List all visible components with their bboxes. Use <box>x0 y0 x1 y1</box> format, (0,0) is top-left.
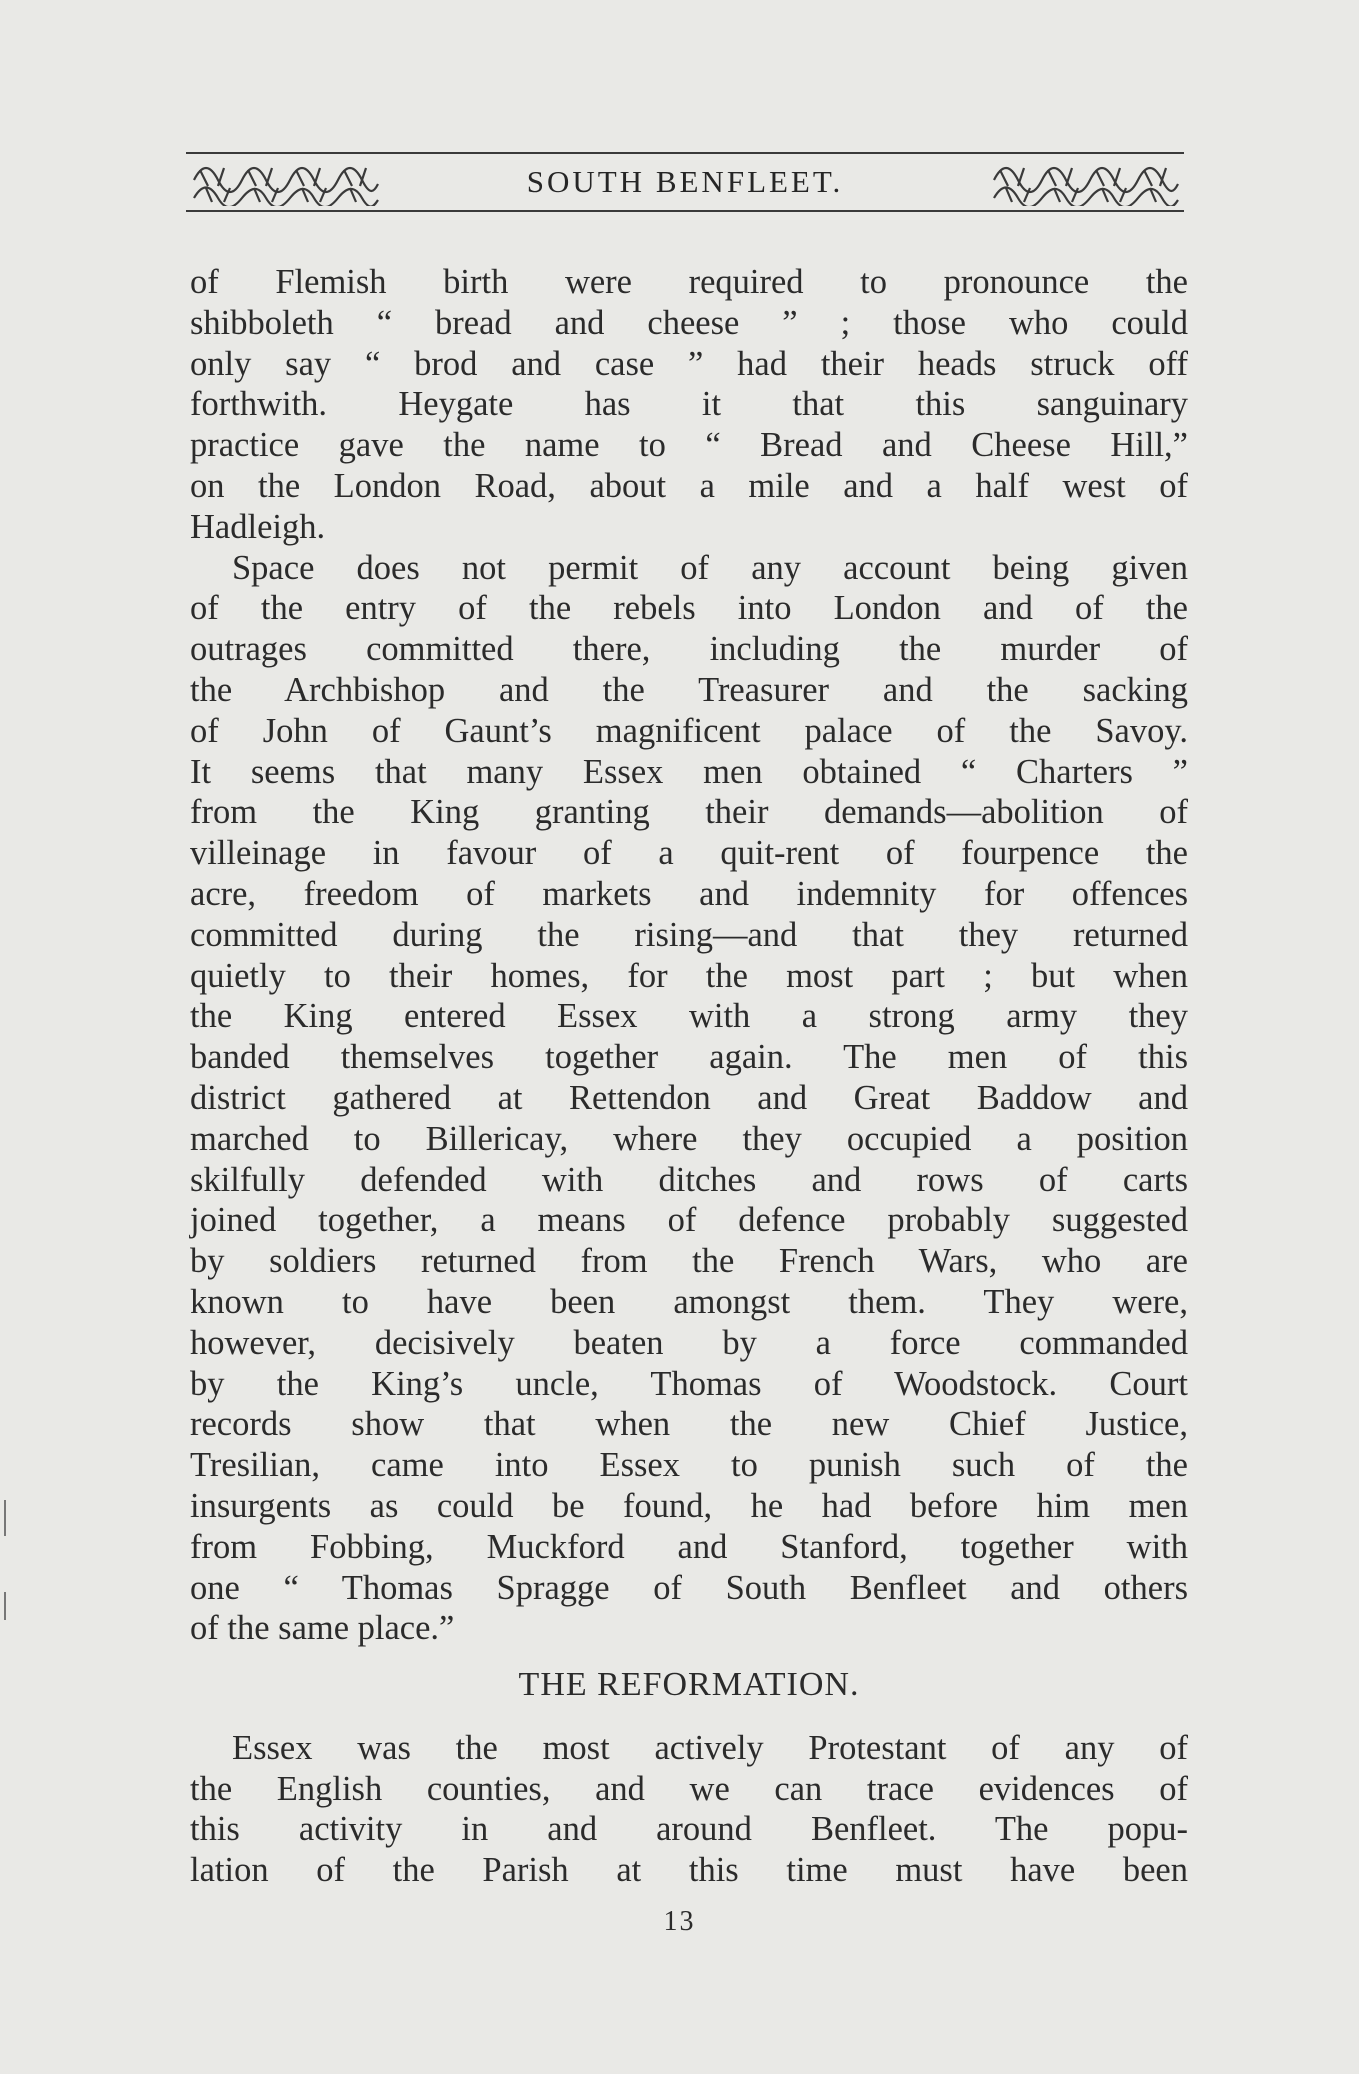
paragraph-3 <box>190 1728 1188 1891</box>
text-line: skilfully defended with ditches and rows of carts <box>190 1160 1188 1199</box>
body-text <box>190 262 1188 1891</box>
header-rule-top <box>186 152 1184 154</box>
text-line: however, decisively beaten by a force commanded <box>190 1323 1188 1362</box>
text-line: forthwith. Heygate has it that this sanguinary <box>190 385 1188 424</box>
text-line: district gathered at Rettendon and Great Baddow and <box>190 1078 1188 1117</box>
text-line: the Archbishop and the Treasurer and the sacking <box>190 670 1188 709</box>
margin-mark <box>4 1500 6 1536</box>
text-line: shibboleth “ bread and cheese ” ; those who could <box>190 303 1188 342</box>
running-head <box>186 150 1184 214</box>
text-line: marched to Billericay, where they occupied a position <box>190 1119 1188 1158</box>
text-line: insurgents as could be found, he had before him men <box>190 1486 1188 1525</box>
running-head-title: SOUTH BENFLEET. <box>526 164 844 199</box>
section-heading: THE REFORMATION. <box>518 1666 860 1704</box>
text-line: by the King’s uncle, Thomas of Woodstock. Court <box>190 1364 1188 1403</box>
text-line: Hadleigh. <box>190 507 326 546</box>
text-line: by soldiers returned from the French Wars, who are <box>190 1242 1188 1281</box>
paragraph-2 <box>190 548 1188 1650</box>
text-line: villeinage in favour of a quit-rent of fourpence the <box>190 834 1188 873</box>
text-line: on the London Road, about a mile and a half west of <box>190 466 1188 505</box>
text-line: of John of Gaunt’s magnificent palace of the Savoy. <box>190 711 1188 750</box>
text-line: committed during the rising—and that they returned <box>190 915 1188 954</box>
text-line: practice gave the name to “ Bread and Cheese Hill,” <box>190 426 1188 465</box>
text-line: of the same place.” <box>190 1609 455 1648</box>
text-line: outrages committed there, including the murder of <box>190 630 1188 669</box>
text-line: known to have been amongst them. They were, <box>190 1282 1188 1321</box>
text-line: quietly to their homes, for the most part ; but when <box>190 956 1188 995</box>
ornament-right-icon <box>990 158 1180 206</box>
text-line: this activity in and around Benfleet. The popu- <box>190 1810 1188 1849</box>
margin-mark <box>4 1592 6 1620</box>
text-line: of the entry of the rebels into London and of the <box>190 589 1188 628</box>
text-line: Essex was the most actively Protestant of any of <box>232 1728 1188 1767</box>
text-line: banded themselves together again. The men of this <box>190 1038 1188 1077</box>
text-line: records show that when the new Chief Justice, <box>190 1405 1188 1444</box>
text-line: the King entered Essex with a strong army they <box>190 997 1188 1036</box>
text-line: joined together, a means of defence probably suggested <box>190 1201 1188 1240</box>
text-line: Tresilian, came into Essex to punish such of the <box>190 1446 1188 1485</box>
text-line: Space does not permit of any account being given <box>232 548 1188 587</box>
header-rule-bottom <box>186 210 1184 212</box>
text-line: It seems that many Essex men obtained “ Charters ” <box>190 752 1188 791</box>
text-line: one “ Thomas Spragge of South Benfleet and others <box>190 1568 1188 1607</box>
text-line: from Fobbing, Muckford and Stanford, together with <box>190 1527 1188 1566</box>
page-number: 13 <box>663 1906 696 1937</box>
text-line: from the King granting their demands—abolition of <box>190 793 1188 832</box>
paragraph-1 <box>190 262 1188 548</box>
text-line: the English counties, and we can trace evidences of <box>190 1769 1188 1808</box>
text-line: only say “ brod and case ” had their heads struck off <box>190 344 1188 383</box>
text-line: lation of the Parish at this time must have been <box>190 1851 1188 1890</box>
text-line: of Flemish birth were required to pronounce the <box>190 263 1188 301</box>
text-line: acre, freedom of markets and indemnity for offences <box>190 874 1188 913</box>
